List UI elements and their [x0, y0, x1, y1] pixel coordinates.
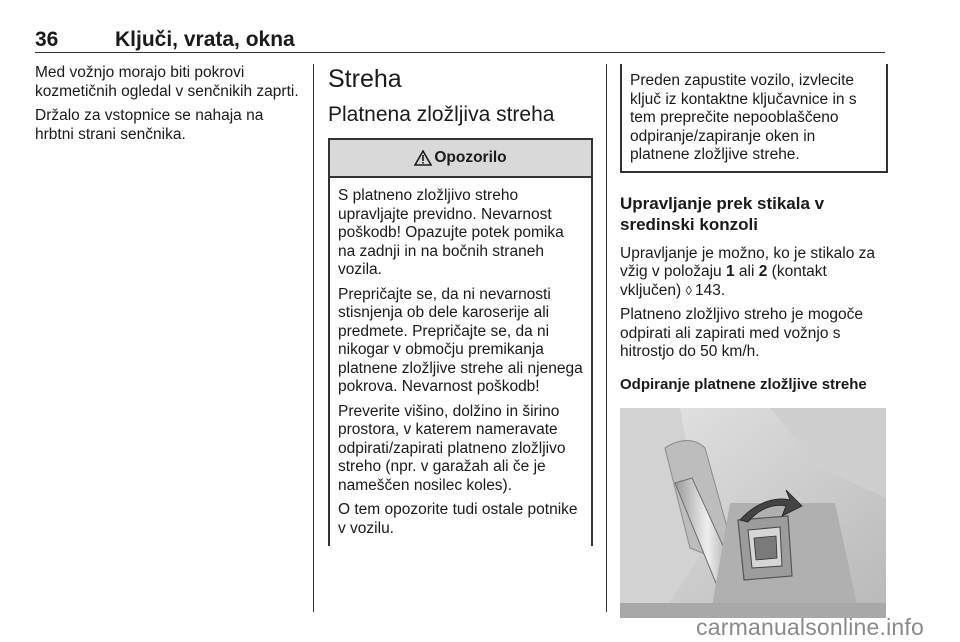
console-switch-figure — [620, 408, 886, 618]
column-divider-1 — [313, 64, 314, 612]
warning-title: Opozorilo — [434, 149, 507, 166]
column-divider-2 — [606, 64, 607, 612]
ignition-position-2: 2 — [758, 263, 768, 280]
page-reference[interactable]: 143 — [695, 281, 721, 299]
warning-triangle-icon — [414, 150, 432, 166]
warning-body — [330, 178, 591, 546]
paragraph-mirror-covers: Med vožnjo morajo biti pokrovi kozmetičnih ogledal v senčnikih zaprti. — [35, 64, 299, 100]
warning-paragraph: Prepričajte se, da ni nevarnosti stisnjenja ob dele karoserije ali predmete. Prepričajte se, da ni nikogar v območju premikanja platnene zložljive strehe ali njenega pokrova. Nevarnost poškodb! — [338, 285, 583, 395]
subsection-title: Platnena zložljiva streha — [328, 103, 555, 126]
console-switch-heading: Upravljanje prek stikala v sredinski konzoli — [620, 193, 825, 234]
page-header — [35, 28, 885, 53]
column-right — [620, 64, 888, 618]
warning-header — [330, 138, 591, 178]
column-left — [35, 64, 300, 150]
warning-paragraph: Preverite višino, dolžino in širino prostora, v katerem nameravate odpirati/zapirati platneno zložljivo streho (npr. v garažah ali če je nameščen nosilec koles). — [338, 402, 566, 494]
chapter-title: Ključi, vrata, okna — [115, 28, 295, 51]
warning-paragraph: O tem opozorite tudi ostale potnike v vozilu. — [338, 501, 578, 537]
figure-title: Odpiranje platnene zložljive strehe — [620, 375, 867, 393]
ignition-position-1: 1 — [725, 263, 735, 280]
paragraph-speed-limit: Platneno zložljivo streho je mogoče odpirati ali zapirati med vožnjo s hitrostjo do 50 km/h. — [620, 306, 863, 360]
page-number: 36 — [35, 28, 59, 51]
notice-box — [620, 64, 888, 173]
paragraph-ignition: Upravljanje je možno, ko je stikalo za vžig v položaju 1 ali 2 (kontakt vključen) ◊ 143. — [620, 244, 876, 299]
section-title: Streha — [328, 65, 402, 93]
watermark: carmanualsonline.info — [696, 614, 924, 640]
page-ref-arrow-icon: ◊ — [685, 282, 692, 298]
warning-paragraph: S platneno zložljivo streho upravljajte previdno. Nevarnost poškodb! Opazujte potek pomika na zadnji in na bočnih straneh vozila. — [338, 187, 564, 278]
warning-box — [328, 138, 593, 546]
paragraph-ticket-holder: Držalo za vstopnice se nahaja na hrbtni strani senčnika. — [35, 107, 264, 143]
column-middle — [328, 64, 593, 546]
console-switch-illustration — [620, 408, 886, 618]
notice-text: Preden zapustite vozilo, izvlecite ključ iz kontaktne ključavnice in s tem preprečite nepooblaščeno odpiranje/zapiranje oken in platnene zložljive strehe. — [630, 72, 857, 163]
